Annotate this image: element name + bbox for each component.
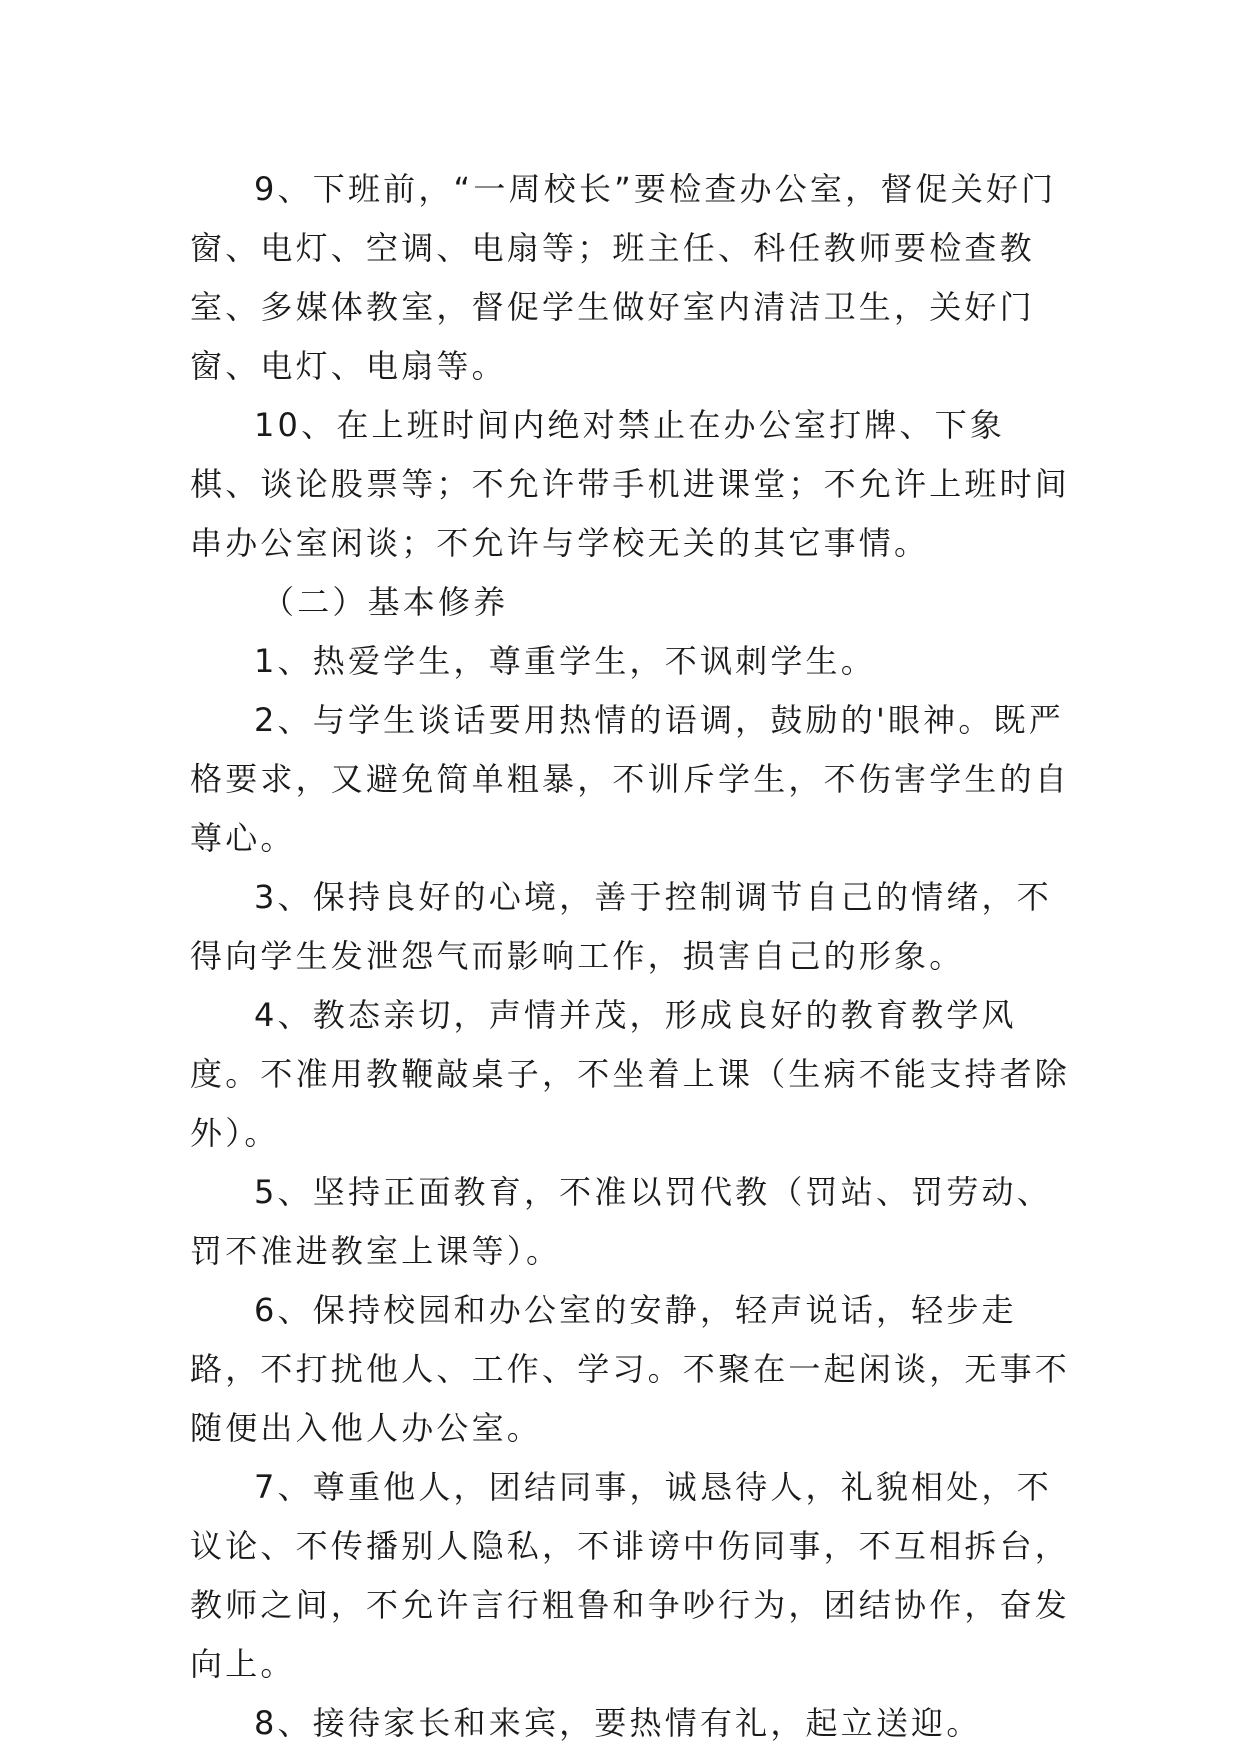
document-body: [190, 160, 1070, 1753]
paragraph-item-2: 2、与学生谈话要用热情的语调，鼓励的'眼神。既严格要求，又避免简单粗暴，不训斥学生，不伤害学生的自尊心。: [190, 701, 1071, 857]
paragraph-item-8: 8、接待家长和来宾，要热情有礼，起立送迎。: [254, 1704, 982, 1742]
paragraph-item-1: 1、热爱学生，尊重学生，不讽刺学生。: [254, 642, 876, 680]
paragraph-item-4: 4、教态亲切，声情并茂，形成良好的教育教学风度。不准用教鞭敲桌子，不坐着上课（生病不能支持者除外）。: [190, 996, 1071, 1152]
paragraph-item-5: 5、坚持正面教育，不准以罚代教（罚站、罚劳动、罚不准进教室上课等）。: [190, 1173, 1052, 1270]
paragraph-item-10: 10、在上班时间内绝对禁止在办公室打牌、下象棋、谈论股票等；不允许带手机进课堂；不允许上班时间串办公室闲谈；不允许与学校无关的其它事情。: [190, 406, 1071, 562]
section-heading: （二）基本修养: [262, 583, 509, 621]
paragraph-item-9: 9、下班前，“一周校长”要检查办公室，督促关好门窗、电灯、空调、电扇等；班主任、科任教师要检查教室、多媒体教室，督促学生做好室内清洁卫生，关好门窗、电灯、电扇等。: [190, 170, 1057, 385]
paragraph-item-6: 6、保持校园和办公室的安静，轻声说话，轻步走路，不打扰他人、工作、学习。不聚在一起闲谈，无事不随便出入他人办公室。: [190, 1291, 1071, 1447]
paragraph-item-7: 7、尊重他人，团结同事，诚恳待人，礼貌相处，不议论、不传播别人隐私，不诽谤中伤同事，不互相拆台，教师之间，不允许言行粗鲁和争吵行为，团结协作，奋发向上。: [190, 1468, 1071, 1683]
paragraph-item-3: 3、保持良好的心境，善于控制调节自己的情绪，不得向学生发泄怨气而影响工作，损害自己的形象。: [190, 878, 1052, 975]
